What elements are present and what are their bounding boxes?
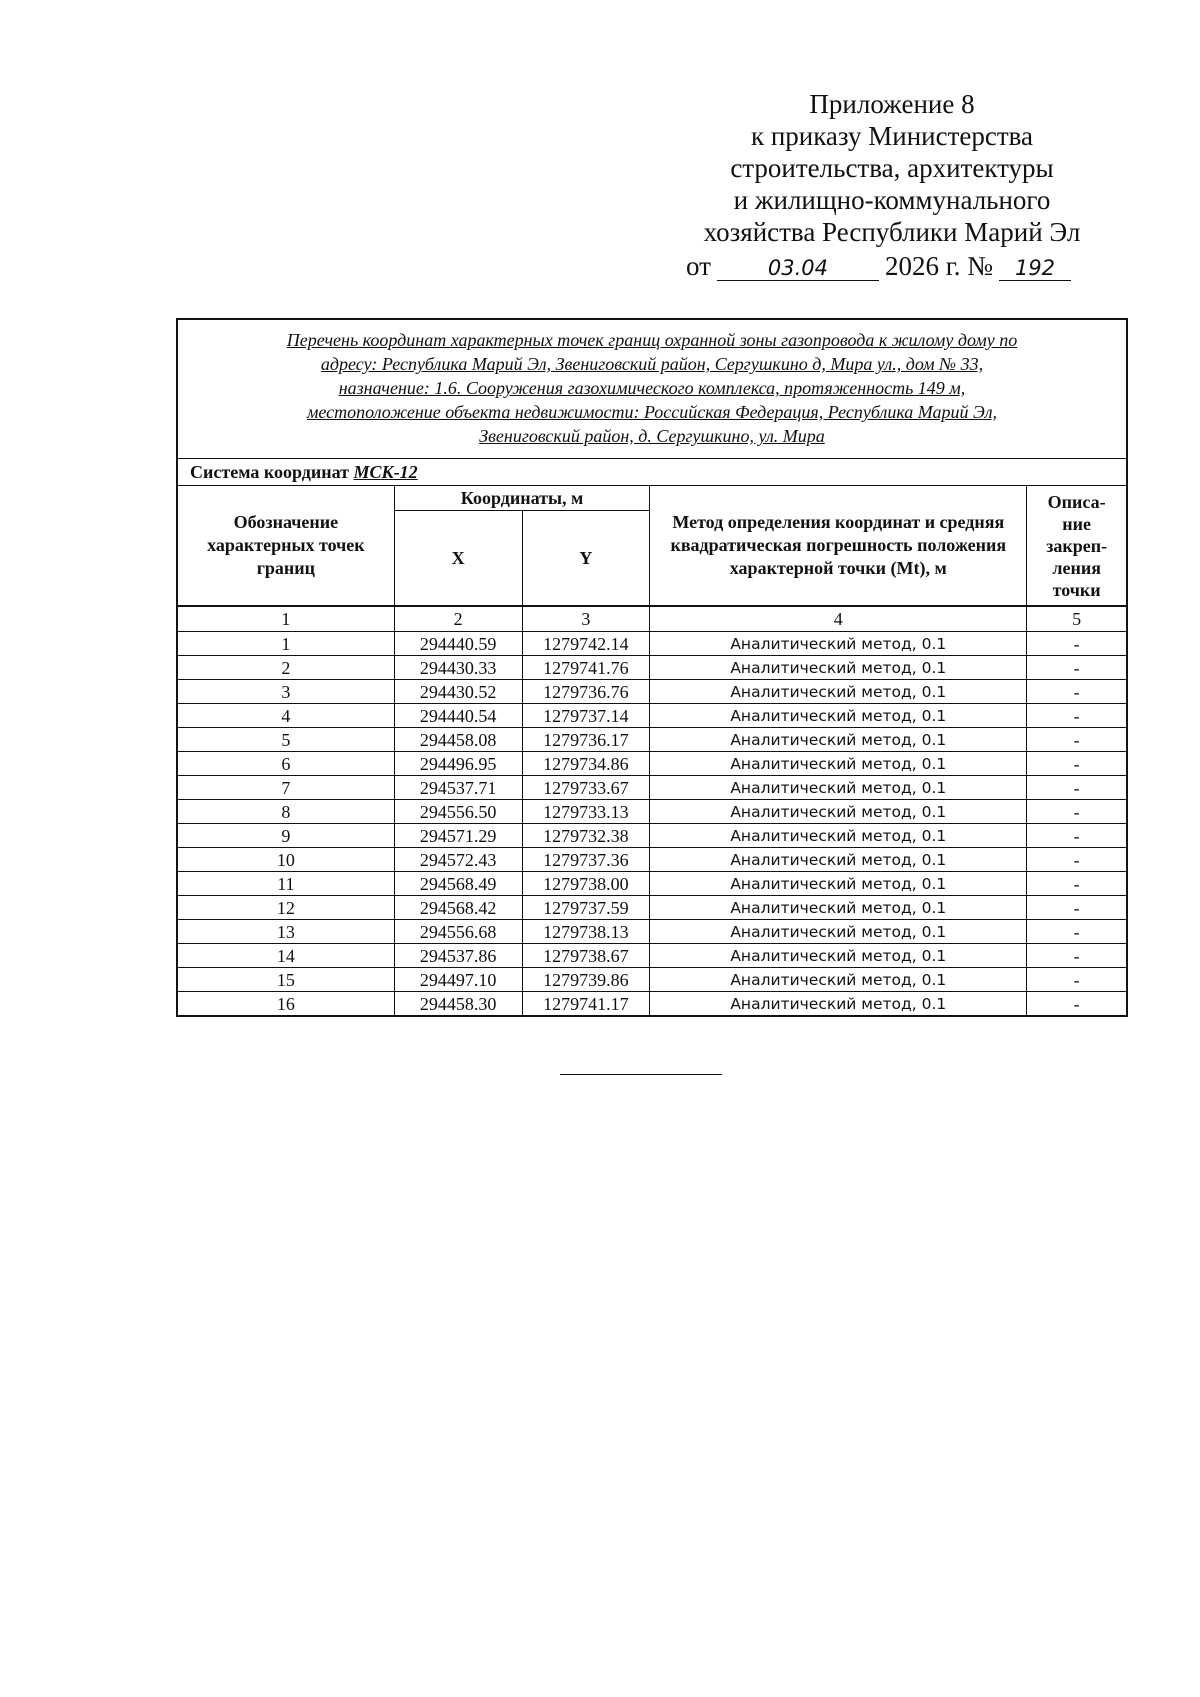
description-header-line: ние <box>1062 513 1092 534</box>
x-coordinate-cell: 294440.54 <box>394 704 522 728</box>
header-y: Y <box>522 511 650 607</box>
table-row <box>177 680 1127 704</box>
method-cell: Аналитический метод, 0.1 <box>650 632 1027 656</box>
y-coordinate-cell: 1279734.86 <box>522 752 650 776</box>
order-line-3: и жилищно-коммунального <box>733 185 1051 215</box>
x-coordinate-cell: 294568.42 <box>394 896 522 920</box>
order-date-line <box>686 250 1126 282</box>
fixing-description-cell: - <box>1027 704 1127 728</box>
x-coordinate-cell: 294497.10 <box>394 968 522 992</box>
method-cell: Аналитический метод, 0.1 <box>650 968 1027 992</box>
y-coordinate-cell: 1279733.67 <box>522 776 650 800</box>
appendix-header <box>672 88 1112 248</box>
fixing-description-cell: - <box>1027 992 1127 1017</box>
y-coordinate-cell: 1279737.36 <box>522 848 650 872</box>
method-cell: Аналитический метод, 0.1 <box>650 680 1027 704</box>
fixing-description-cell: - <box>1027 728 1127 752</box>
fixing-description-cell: - <box>1027 944 1127 968</box>
x-coordinate-cell: 294537.71 <box>394 776 522 800</box>
column-number-row <box>177 606 1127 632</box>
fixing-description-cell: - <box>1027 656 1127 680</box>
coordinate-system-label: Система координат <box>190 461 349 482</box>
table-row <box>177 752 1127 776</box>
end-of-document-line <box>560 1074 722 1075</box>
caption-line: адресу: Республика Марий Эл, Звениговский район, Сергушкино д, Мира ул., дом № 33, <box>320 354 984 374</box>
x-coordinate-cell: 294430.52 <box>394 680 522 704</box>
table-row <box>177 896 1127 920</box>
point-number-cell: 5 <box>177 728 394 752</box>
y-coordinate-cell: 1279741.17 <box>522 992 650 1017</box>
y-coordinate-cell: 1279737.14 <box>522 704 650 728</box>
point-number-cell: 8 <box>177 800 394 824</box>
method-cell: Аналитический метод, 0.1 <box>650 872 1027 896</box>
y-coordinate-cell: 1279742.14 <box>522 632 650 656</box>
y-coordinate-cell: 1279741.76 <box>522 656 650 680</box>
caption-line: Звениговский район, д. Сергушкино, ул. Мира <box>479 426 825 446</box>
header-coordinates: Координаты, м <box>394 486 650 511</box>
table-row <box>177 872 1127 896</box>
table-row <box>177 944 1127 968</box>
method-cell: Аналитический метод, 0.1 <box>650 752 1027 776</box>
fixing-description-cell: - <box>1027 824 1127 848</box>
point-number-cell: 1 <box>177 632 394 656</box>
table-row <box>177 656 1127 680</box>
description-header-line: ления <box>1052 557 1101 578</box>
handwritten-date: 03.04 <box>717 256 879 281</box>
coordinate-system-value: МСК-12 <box>353 461 418 482</box>
caption-line: назначение: 1.6. Сооружения газохимического комплекса, протяженность 149 м, <box>338 378 966 398</box>
x-coordinate-cell: 294571.29 <box>394 824 522 848</box>
fixing-description-cell: - <box>1027 632 1127 656</box>
point-number-cell: 13 <box>177 920 394 944</box>
point-number-cell: 12 <box>177 896 394 920</box>
point-number-cell: 2 <box>177 656 394 680</box>
order-line-1: к приказу Министерства <box>750 121 1034 151</box>
x-coordinate-cell: 294496.95 <box>394 752 522 776</box>
description-header-line: закреп- <box>1046 535 1108 556</box>
x-coordinate-cell: 294572.43 <box>394 848 522 872</box>
method-cell: Аналитический метод, 0.1 <box>650 824 1027 848</box>
header-description <box>1027 486 1127 607</box>
date-prefix: от <box>686 251 711 281</box>
point-number-cell: 14 <box>177 944 394 968</box>
year-number-label: 2026 г. № <box>884 251 993 281</box>
y-coordinate-cell: 1279732.38 <box>522 824 650 848</box>
fixing-description-cell: - <box>1027 968 1127 992</box>
description-header-line: точки <box>1052 579 1101 600</box>
fixing-description-cell: - <box>1027 872 1127 896</box>
method-cell: Аналитический метод, 0.1 <box>650 896 1027 920</box>
table-row <box>177 632 1127 656</box>
y-coordinate-cell: 1279733.13 <box>522 800 650 824</box>
point-number-cell: 10 <box>177 848 394 872</box>
x-coordinate-cell: 294537.86 <box>394 944 522 968</box>
x-coordinate-cell: 294430.33 <box>394 656 522 680</box>
table-row <box>177 848 1127 872</box>
method-cell: Аналитический метод, 0.1 <box>650 848 1027 872</box>
x-coordinate-cell: 294440.59 <box>394 632 522 656</box>
header-x: X <box>394 511 522 607</box>
caption-line: местоположение объекта недвижимости: Российская Федерация, Республика Марий Эл, <box>306 402 998 422</box>
column-number: 1 <box>177 606 394 632</box>
coordinates-table <box>176 318 1128 1017</box>
x-coordinate-cell: 294568.49 <box>394 872 522 896</box>
fixing-description-cell: - <box>1027 800 1127 824</box>
table-row <box>177 920 1127 944</box>
method-cell: Аналитический метод, 0.1 <box>650 704 1027 728</box>
y-coordinate-cell: 1279738.00 <box>522 872 650 896</box>
coordinate-system <box>177 459 1127 486</box>
point-number-cell: 6 <box>177 752 394 776</box>
header-point-designation: Обозначение характерных точек границ <box>177 486 394 607</box>
y-coordinate-cell: 1279737.59 <box>522 896 650 920</box>
column-number: 5 <box>1027 606 1127 632</box>
handwritten-order-number: 192 <box>999 256 1071 281</box>
x-coordinate-cell: 294556.50 <box>394 800 522 824</box>
point-number-cell: 4 <box>177 704 394 728</box>
method-cell: Аналитический метод, 0.1 <box>650 776 1027 800</box>
method-cell: Аналитический метод, 0.1 <box>650 800 1027 824</box>
fixing-description-cell: - <box>1027 752 1127 776</box>
method-cell: Аналитический метод, 0.1 <box>650 656 1027 680</box>
table-row <box>177 704 1127 728</box>
method-cell: Аналитический метод, 0.1 <box>650 920 1027 944</box>
order-line-2: строительства, архитектуры <box>730 153 1054 183</box>
fixing-description-cell: - <box>1027 680 1127 704</box>
method-cell: Аналитический метод, 0.1 <box>650 728 1027 752</box>
x-coordinate-cell: 294458.08 <box>394 728 522 752</box>
table-row <box>177 824 1127 848</box>
fixing-description-cell: - <box>1027 848 1127 872</box>
x-coordinate-cell: 294556.68 <box>394 920 522 944</box>
fixing-description-cell: - <box>1027 920 1127 944</box>
y-coordinate-cell: 1279739.86 <box>522 968 650 992</box>
order-line-4: хозяйства Республики Марий Эл <box>703 217 1081 247</box>
table-row <box>177 968 1127 992</box>
method-cell: Аналитический метод, 0.1 <box>650 944 1027 968</box>
y-coordinate-cell: 1279736.17 <box>522 728 650 752</box>
point-number-cell: 16 <box>177 992 394 1017</box>
y-coordinate-cell: 1279738.13 <box>522 920 650 944</box>
table-row <box>177 992 1127 1017</box>
fixing-description-cell: - <box>1027 896 1127 920</box>
table-row <box>177 776 1127 800</box>
column-number: 2 <box>394 606 522 632</box>
point-number-cell: 11 <box>177 872 394 896</box>
table-row <box>177 800 1127 824</box>
point-number-cell: 3 <box>177 680 394 704</box>
fixing-description-cell: - <box>1027 776 1127 800</box>
point-number-cell: 15 <box>177 968 394 992</box>
point-number-cell: 7 <box>177 776 394 800</box>
caption-line: Перечень координат характерных точек границ охранной зоны газопровода к жилому дому по <box>286 330 1018 350</box>
method-cell: Аналитический метод, 0.1 <box>650 992 1027 1017</box>
description-header-line: Описа- <box>1047 491 1106 512</box>
header-method: Метод определения координат и средняя квадратическая погрешность положения характерной точки (Mt), м <box>650 486 1027 607</box>
y-coordinate-cell: 1279736.76 <box>522 680 650 704</box>
y-coordinate-cell: 1279738.67 <box>522 944 650 968</box>
point-number-cell: 9 <box>177 824 394 848</box>
appendix-title: Приложение 8 <box>809 89 975 119</box>
column-number: 4 <box>650 606 1027 632</box>
table-row <box>177 728 1127 752</box>
table-caption <box>177 319 1127 459</box>
column-number: 3 <box>522 606 650 632</box>
x-coordinate-cell: 294458.30 <box>394 992 522 1017</box>
